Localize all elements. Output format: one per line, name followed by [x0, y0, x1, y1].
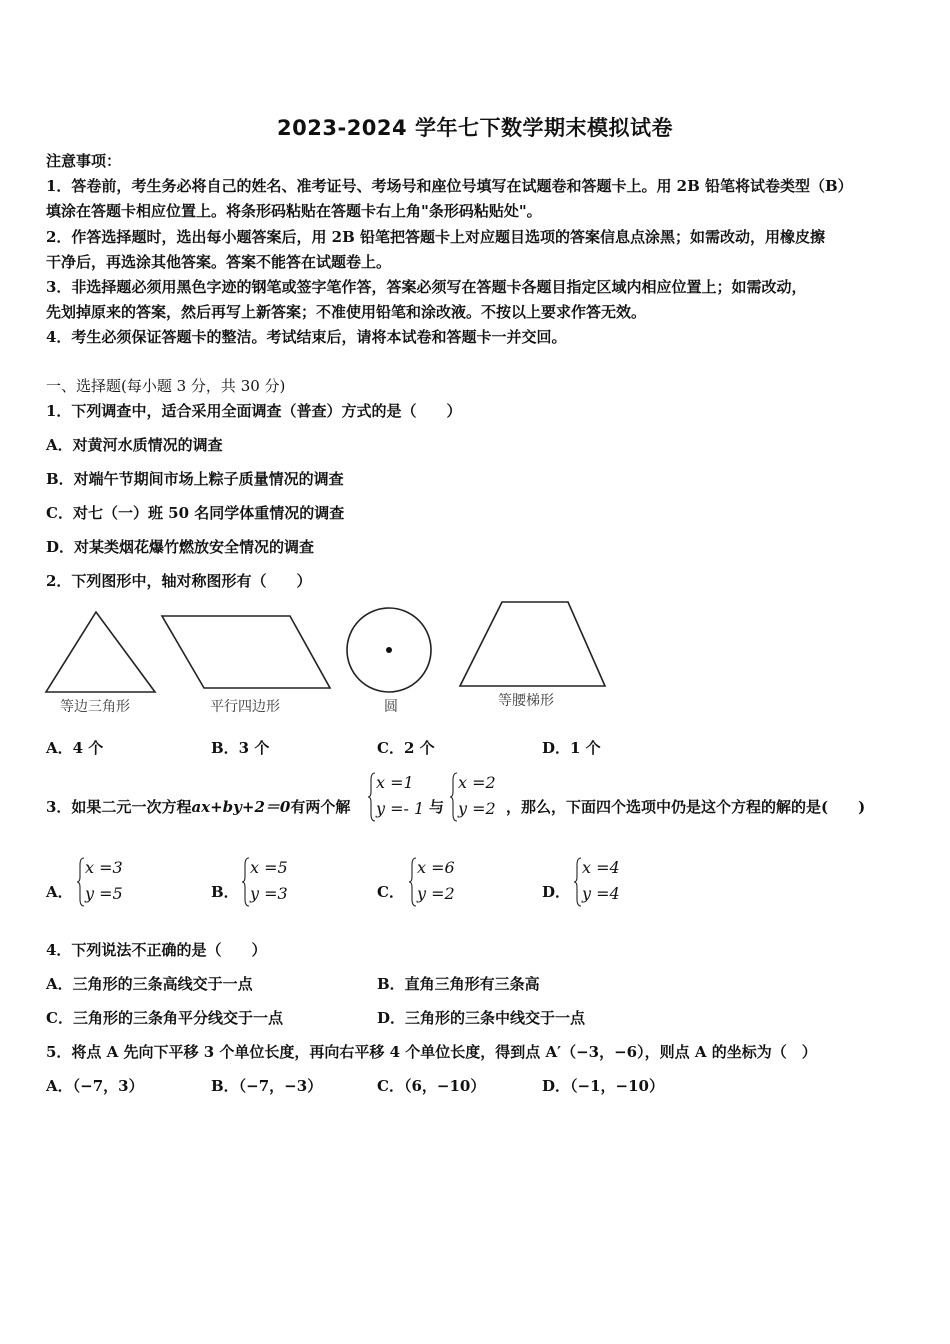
- figure-label-trapezoid: 等腰梯形: [498, 693, 554, 709]
- q3-given1-x: x =1: [376, 773, 414, 792]
- brace-icon: [450, 772, 458, 822]
- q3-option-c-y: y =2: [417, 884, 455, 903]
- question-2-option-d: D．1 个: [542, 739, 601, 757]
- question-2-figures: [40, 598, 620, 723]
- question-4-option-a: A．三角形的三条高线交于一点: [46, 975, 253, 993]
- parallelogram-figure: [162, 616, 330, 688]
- question-2-stem: 2．下列图形中，轴对称图形有（ ）: [46, 572, 312, 590]
- notice-line: 填涂在答题卡相应位置上。将条形码粘贴在答题卡右上角"条形码粘贴处"。: [46, 202, 542, 220]
- question-4-option-d: D．三角形的三条中线交于一点: [377, 1009, 586, 1027]
- brace-icon: [368, 772, 376, 822]
- q3-option-d-system: [574, 855, 620, 907]
- q3-given2-x: x =2: [458, 773, 496, 792]
- q3-option-c-system: [409, 855, 455, 907]
- question-4-option-c: C．三角形的三条角平分线交于一点: [46, 1009, 283, 1027]
- notice-line: 4．考生必须保证答题卡的整洁。考试结束后，请将本试卷和答题卡一并交回。: [46, 328, 567, 346]
- q3-option-d-x: x =4: [582, 858, 620, 877]
- question-5-option-a: A．（−7，3）: [46, 1077, 144, 1095]
- q3-conj: 与: [429, 798, 445, 816]
- question-5-option-d: D．（−1，−10）: [542, 1077, 664, 1095]
- exam-title: 2023-2024 学年七下数学期末模拟试卷: [277, 116, 673, 140]
- q3-option-a-label: A．: [46, 883, 73, 901]
- q3-option-a-x: x =3: [85, 858, 123, 877]
- section-heading: 一、选择题(每小题 3 分，共 30 分): [46, 377, 286, 395]
- question-1-option-d: D．对某类烟花爆竹燃放安全情况的调查: [46, 538, 315, 556]
- notice-line: 1．答卷前，考生务必将自己的姓名、准考证号、考场号和座位号填写在试题卷和答题卡上。用 2B 铅笔将试卷类型（B）: [46, 177, 853, 195]
- q3-given1-y: y =- 1: [376, 799, 425, 818]
- question-5-option-c: C．（6，−10）: [377, 1077, 486, 1095]
- question-5-stem: 5．将点 A 先向下平移 3 个单位长度，再向右平移 4 个单位长度，得到点 A′（−3，−6），则点 A 的坐标为（ ）: [46, 1043, 817, 1061]
- figure-label-parallelogram: 平行四边形: [210, 699, 280, 715]
- q3-option-b-x: x =5: [250, 858, 288, 877]
- equilateral-triangle-figure: [46, 612, 155, 692]
- circle-center-dot: [386, 647, 392, 653]
- notice-line: 干净后，再选涂其他答案。答案不能答在试题卷上。: [46, 253, 392, 271]
- q3-option-c-x: x =6: [417, 858, 455, 877]
- question-5-option-b: B．（−7，−3）: [211, 1077, 323, 1095]
- brace-icon: [242, 857, 250, 907]
- brace-icon: [77, 857, 85, 907]
- q3-option-b-system: [242, 855, 288, 907]
- q3-option-c-label: C．: [377, 883, 404, 901]
- q3-option-d-label: D．: [542, 883, 571, 901]
- q3-given-solution-1: [368, 770, 424, 822]
- q3-given2-y: y =2: [458, 799, 496, 818]
- question-3-stem-start: [46, 797, 350, 817]
- question-4-stem: 4．下列说法不正确的是（ ）: [46, 941, 267, 959]
- q3-text-mid: 有两个解: [290, 798, 351, 816]
- notice-line: 2．作答选择题时，选出每小题答案后，用 2B 铅笔把答题卡上对应题目选项的答案信息点涂黑；如需改动，用橡皮擦: [46, 228, 826, 246]
- question-1-option-a: A．对黄河水质情况的调查: [46, 436, 223, 454]
- question-1-option-c: C．对七（一）班 50 名同学体重情况的调查: [46, 504, 345, 522]
- brace-icon: [574, 857, 582, 907]
- q3-text-after: ，那么，下面四个选项中仍是这个方程的解的是( ): [506, 798, 866, 816]
- question-2-option-a: A．4 个: [46, 739, 104, 757]
- q3-option-d-y: y =4: [582, 884, 620, 903]
- question-1-stem: 1．下列调查中，适合采用全面调查（普查）方式的是（ ）: [46, 402, 462, 420]
- notice-line: 3．非选择题必须用黑色字迹的钢笔或签字笔作答，答案必须写在答题卡各题目指定区域内相应位置上；如需改动，: [46, 278, 807, 296]
- notice-line: 先划掉原来的答案，然后再写上新答案；不准使用铅笔和涂改液。不按以上要求作答无效。: [46, 303, 647, 321]
- q3-option-a-system: [77, 855, 123, 907]
- isosceles-trapezoid-figure: [460, 602, 605, 686]
- brace-icon: [409, 857, 417, 907]
- q3-equation: ax+by+2＝0: [191, 798, 291, 816]
- question-1-option-b: B．对端午节期间市场上粽子质量情况的调查: [46, 470, 344, 488]
- question-2-option-c: C．2 个: [377, 739, 435, 757]
- q3-option-a-y: y =5: [85, 884, 123, 903]
- notice-heading: 注意事项：: [46, 152, 122, 170]
- q3-option-b-y: y =3: [250, 884, 288, 903]
- figure-label-triangle: 等边三角形: [60, 699, 130, 715]
- question-4-option-b: B．直角三角形有三条高: [377, 975, 540, 993]
- figure-label-circle: 圆: [384, 699, 398, 715]
- question-2-option-b: B．3 个: [211, 739, 270, 757]
- q3-text-before: 3．如果二元一次方程: [46, 798, 192, 816]
- q3-given-solution-2: [450, 770, 496, 822]
- q3-option-b-label: B．: [211, 883, 239, 901]
